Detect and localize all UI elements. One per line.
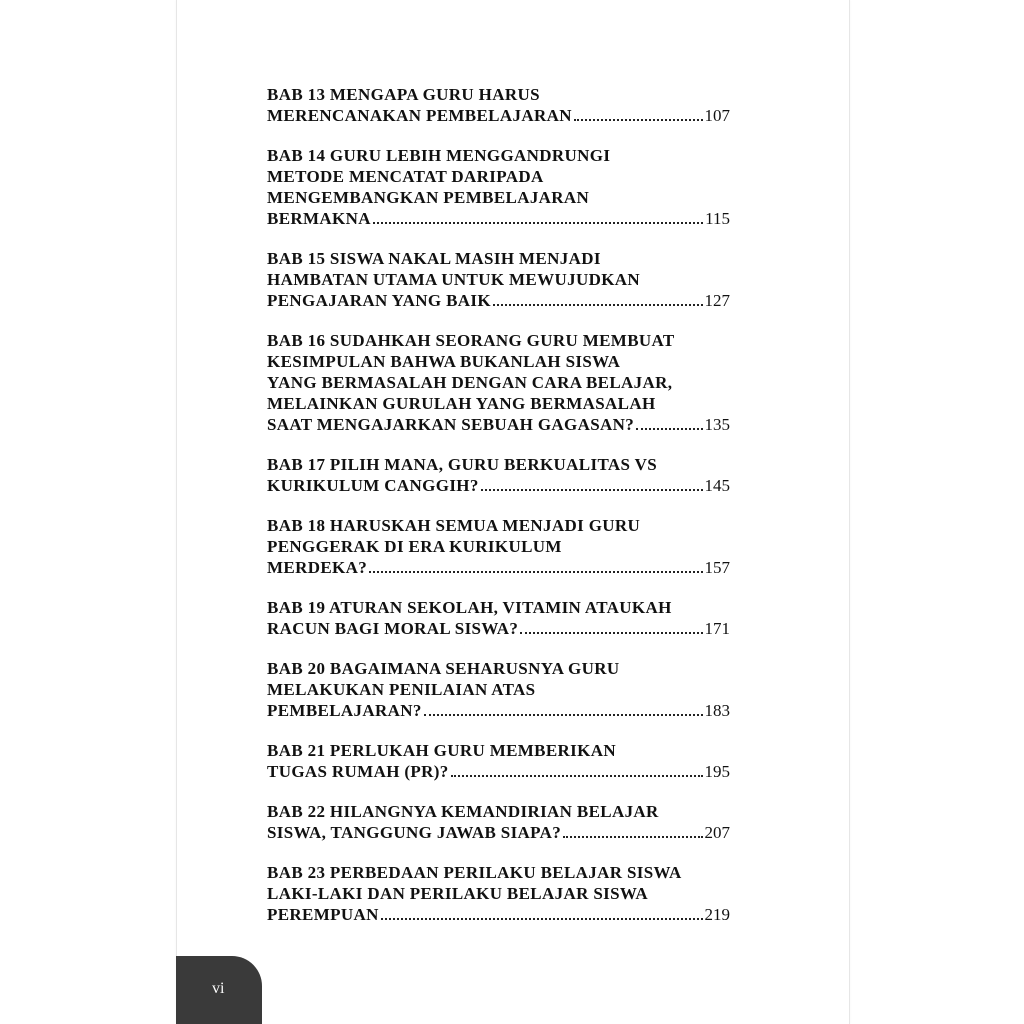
- toc-entry-title-line: PEREMPUAN: [267, 905, 379, 924]
- toc-entry-last-line: [267, 557, 730, 578]
- toc-entry-last-line: [267, 208, 730, 229]
- toc-entry-title-line: PENGGERAK DI ERA KURIKULUM: [267, 537, 562, 556]
- toc-entry: [267, 454, 730, 496]
- toc-entry-page-number: 135: [704, 415, 730, 434]
- toc-entry-last-line: [267, 904, 730, 925]
- toc-entry-title-line: BAB 20 BAGAIMANA SEHARUSNYA GURU: [267, 659, 620, 678]
- toc-entry-title-line: BAB 19 ATURAN SEKOLAH, VITAMIN ATAUKAH: [267, 598, 672, 617]
- toc-entry-title-line: KURIKULUM CANGGIH?: [267, 476, 479, 495]
- page-number-tab: [176, 956, 262, 1024]
- toc-entry-page-number: 115: [705, 209, 730, 228]
- toc-entry-last-line: [267, 822, 730, 843]
- toc-entry-title-line: KESIMPULAN BAHWA BUKANLAH SISWA: [267, 352, 621, 371]
- dot-leader: [373, 222, 703, 224]
- toc-entry: [267, 515, 730, 578]
- toc-entry-title-line: MELAINKAN GURULAH YANG BERMASALAH: [267, 394, 656, 413]
- toc-entry-title-line: RACUN BAGI MORAL SISWA?: [267, 619, 519, 638]
- toc-entry-title-line: METODE MENCATAT DARIPADA: [267, 167, 544, 186]
- dot-leader: [381, 918, 703, 920]
- toc-entry-title-line: BAB 14 GURU LEBIH MENGGANDRUNGI: [267, 146, 611, 165]
- toc-entry-title-line: BERMAKNA: [267, 209, 371, 228]
- toc-entry: [267, 862, 730, 925]
- toc-entry-page-number: 127: [704, 291, 730, 310]
- dot-leader: [636, 428, 702, 430]
- toc-entry-title-line: BAB 16 SUDAHKAH SEORANG GURU MEMBUAT: [267, 331, 675, 350]
- toc-entry-title-line: TUGAS RUMAH (PR)?: [267, 762, 449, 781]
- toc-entry-title-line: MELAKUKAN PENILAIAN ATAS: [267, 680, 536, 699]
- dot-leader: [493, 304, 703, 306]
- dot-leader: [481, 489, 703, 491]
- toc-entry-title-line: BAB 21 PERLUKAH GURU MEMBERIKAN: [267, 741, 616, 760]
- toc-entry: [267, 84, 730, 126]
- toc-entry-title-line: PENGAJARAN YANG BAIK: [267, 291, 491, 310]
- toc-entry-title-line: BAB 18 HARUSKAH SEMUA MENJADI GURU: [267, 516, 641, 535]
- toc-entry: [267, 248, 730, 311]
- toc-entry: [267, 740, 730, 782]
- toc-entry-last-line: [267, 700, 730, 721]
- toc-entry-last-line: [267, 414, 730, 435]
- dot-leader: [574, 119, 703, 121]
- toc-entry: [267, 145, 730, 229]
- toc-entry-title-line: BAB 13 MENGAPA GURU HARUS: [267, 85, 540, 104]
- toc-entry-page-number: 207: [704, 823, 730, 842]
- toc-entry-page-number: 145: [704, 476, 730, 495]
- toc-entry: [267, 597, 730, 639]
- toc-entry-last-line: [267, 475, 730, 496]
- table-of-contents: [267, 84, 730, 944]
- toc-entry-title-line: BAB 23 PERBEDAAN PERILAKU BELAJAR SISWA: [267, 863, 682, 882]
- toc-entry: [267, 801, 730, 843]
- toc-entry-last-line: [267, 618, 730, 639]
- dot-leader: [563, 836, 702, 838]
- toc-entry-title-line: HAMBATAN UTAMA UNTUK MEWUJUDKAN: [267, 270, 641, 289]
- dot-leader: [424, 714, 703, 716]
- dot-leader: [520, 632, 702, 634]
- toc-entry-page-number: 183: [704, 701, 730, 720]
- dot-leader: [369, 571, 702, 573]
- toc-entry-title-line: BAB 17 PILIH MANA, GURU BERKUALITAS VS: [267, 455, 658, 474]
- toc-entry: [267, 658, 730, 721]
- toc-entry: [267, 330, 730, 435]
- toc-entry-page-number: 219: [704, 905, 730, 924]
- toc-entry-title-line: LAKI-LAKI DAN PERILAKU BELAJAR SISWA: [267, 884, 648, 903]
- toc-entry-title-line: PEMBELAJARAN?: [267, 701, 422, 720]
- toc-entry-title-line: BAB 15 SISWA NAKAL MASIH MENJADI: [267, 249, 601, 268]
- toc-entry-page-number: 157: [704, 558, 730, 577]
- toc-entry-title-line: SAAT MENGAJARKAN SEBUAH GAGASAN?: [267, 415, 635, 434]
- toc-entry-title-line: MERENCANAKAN PEMBELAJARAN: [267, 106, 572, 125]
- toc-entry-title-line: SISWA, TANGGUNG JAWAB SIAPA?: [267, 823, 562, 842]
- toc-entry-page-number: 171: [704, 619, 730, 638]
- toc-entry-title-line: YANG BERMASALAH DENGAN CARA BELAJAR,: [267, 373, 673, 392]
- page-number: vi: [212, 980, 225, 997]
- toc-entry-page-number: 195: [704, 762, 730, 781]
- dot-leader: [451, 775, 703, 777]
- toc-entry-title-line: MERDEKA?: [267, 558, 368, 577]
- toc-entry-title-line: MENGEMBANGKAN PEMBELAJARAN: [267, 188, 590, 207]
- toc-entry-last-line: [267, 761, 730, 782]
- toc-entry-last-line: [267, 105, 730, 126]
- toc-entry-last-line: [267, 290, 730, 311]
- toc-entry-title-line: BAB 22 HILANGNYA KEMANDIRIAN BELAJAR: [267, 802, 659, 821]
- toc-entry-page-number: 107: [704, 106, 730, 125]
